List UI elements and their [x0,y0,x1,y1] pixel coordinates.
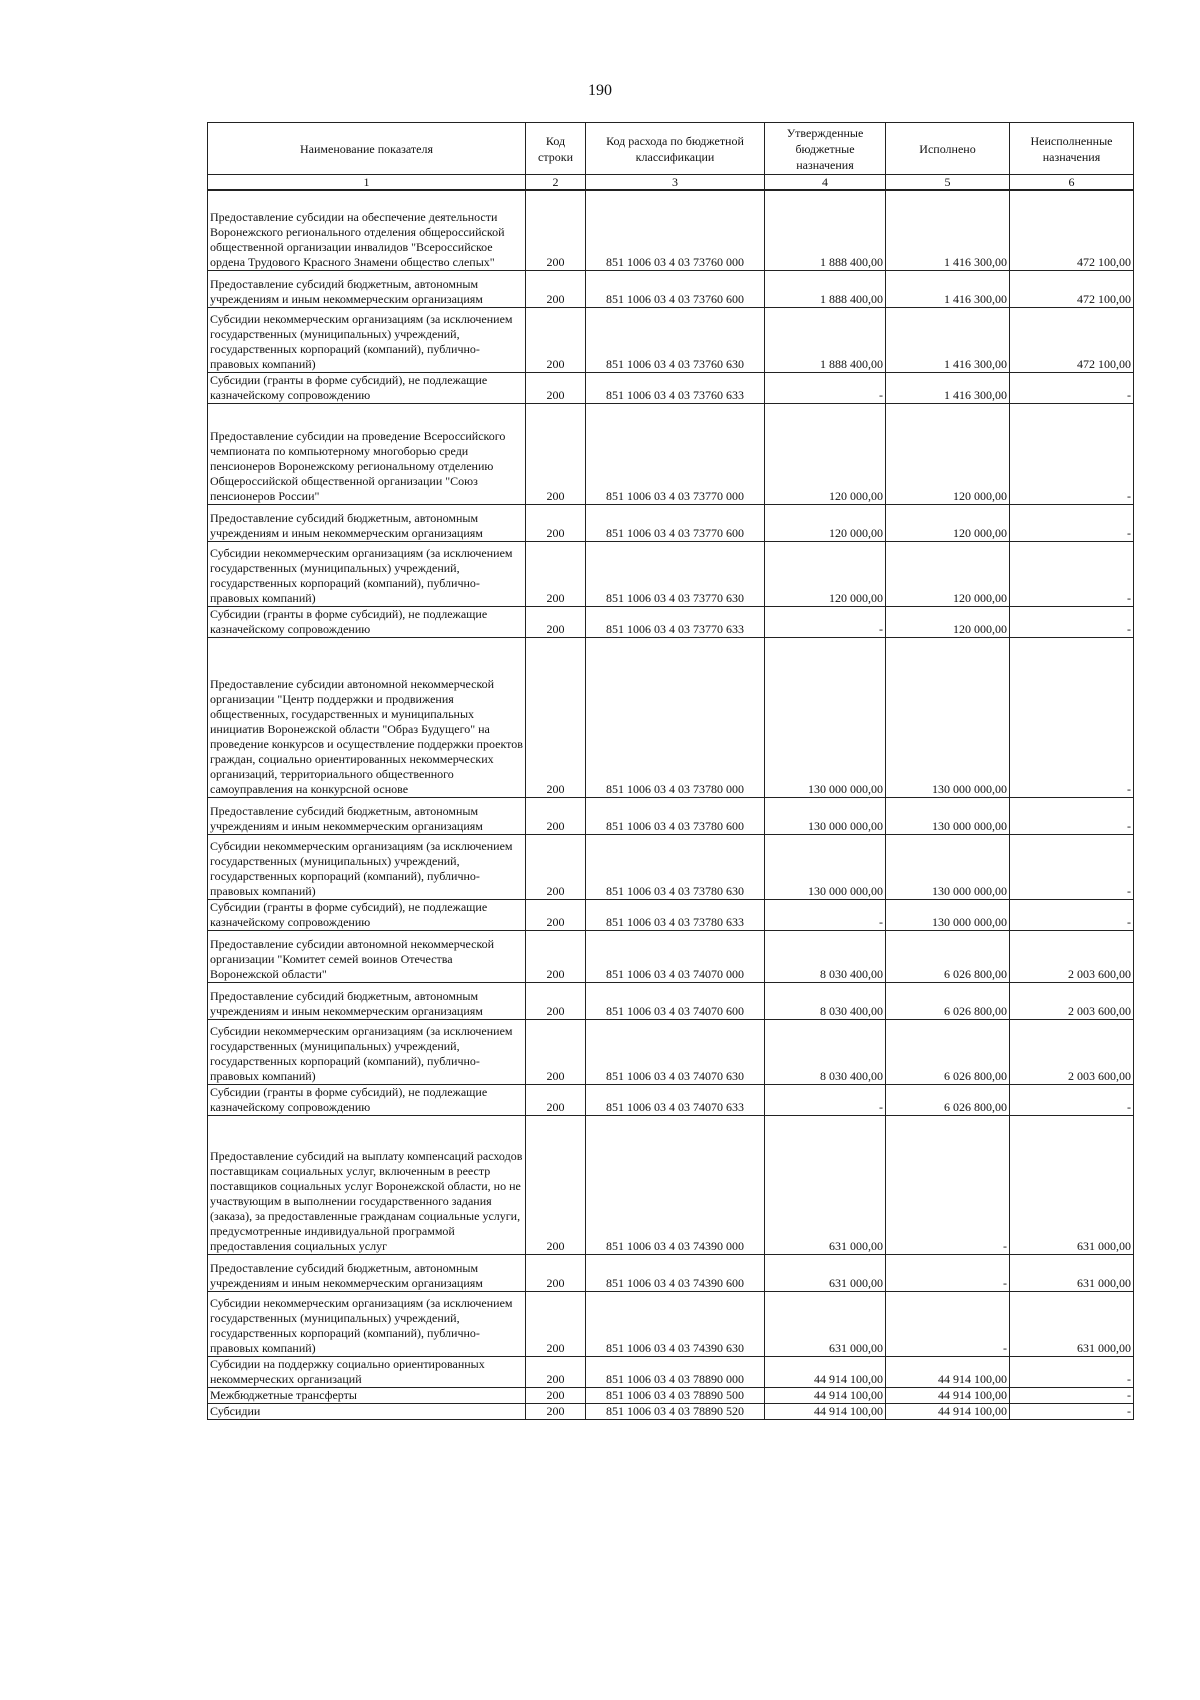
row-budget-code: 851 1006 03 4 03 78890 520 [586,1403,765,1419]
row-budget-code: 851 1006 03 4 03 73780 633 [586,899,765,930]
table-row [208,270,1134,307]
row-name: Предоставление субсидии на проведение Всероссийского чемпионата по компьютерному многоборью среди пенсионеров Воронежскому региональному отделению Общероссийской общественной организации "Союз пенсионеров России" [208,403,526,504]
row-unexecuted: 2 003 600,00 [1010,930,1134,982]
row-unexecuted: - [1010,1356,1134,1387]
row-line-code: 200 [526,190,586,270]
row-approved: 631 000,00 [765,1254,886,1291]
row-name: Предоставление субсидий на выплату компенсаций расходов поставщикам социальных услуг, включенным в реестр поставщиков социальных услуг Воронежской области, но не участвующим в выполнении государственного задания (заказа), за предоставленные гражданам социальные услуги, предусмотренные индивидуальной программой предоставления социальных услуг [208,1115,526,1254]
row-unexecuted: 631 000,00 [1010,1115,1134,1254]
table-row [208,1115,1134,1254]
row-line-code: 200 [526,982,586,1019]
row-budget-code: 851 1006 03 4 03 73770 000 [586,403,765,504]
row-approved: 120 000,00 [765,504,886,541]
row-name: Субсидии (гранты в форме субсидий), не подлежащие казначейскому сопровождению [208,899,526,930]
row-approved: 631 000,00 [765,1291,886,1356]
row-executed: 120 000,00 [886,403,1010,504]
row-unexecuted: 472 100,00 [1010,307,1134,372]
row-name: Предоставление субсидии на обеспечение деятельности Воронежского регионального отделения общероссийской общественной организации инвалидов "Всероссийское ордена Трудового Красного Знамени общество слепых" [208,190,526,270]
row-unexecuted: - [1010,606,1134,637]
table-row [208,797,1134,834]
row-line-code: 200 [526,899,586,930]
row-line-code: 200 [526,1084,586,1115]
row-budget-code: 851 1006 03 4 03 73780 600 [586,797,765,834]
row-line-code: 200 [526,372,586,403]
row-budget-code: 851 1006 03 4 03 74390 600 [586,1254,765,1291]
column-number: 3 [586,175,765,191]
row-name: Предоставление субсидий бюджетным, автономным учреждениям и иным некоммерческим организациям [208,797,526,834]
row-name: Субсидии [208,1403,526,1419]
row-approved: - [765,372,886,403]
row-approved: - [765,899,886,930]
page-number: 190 [588,82,612,99]
row-budget-code: 851 1006 03 4 03 74070 000 [586,930,765,982]
row-line-code: 200 [526,504,586,541]
row-name: Субсидии некоммерческим организациям (за исключением государственных (муниципальных) учреждений, государственных корпораций (компаний), публично-правовых компаний) [208,541,526,606]
row-unexecuted: 631 000,00 [1010,1254,1134,1291]
row-name: Предоставление субсидии автономной некоммерческой организации "Центр поддержки и продвижения общественных, государственных и муниципальных инициатив Воронежской области "Образ Будущего" на проведение конкурсов и осуществление поддержки проектов граждан, социально ориентированных некоммерческих организаций, территориального общественного самоуправления на конкурсной основе [208,637,526,797]
row-approved: 130 000 000,00 [765,637,886,797]
header-line-code: Код строки [526,123,586,175]
row-unexecuted: - [1010,1387,1134,1403]
row-executed: 120 000,00 [886,541,1010,606]
row-executed: 44 914 100,00 [886,1403,1010,1419]
row-executed: 1 416 300,00 [886,372,1010,403]
row-name: Субсидии некоммерческим организациям (за исключением государственных (муниципальных) учреждений, государственных корпораций (компаний), публично-правовых компаний) [208,1019,526,1084]
row-unexecuted: 2 003 600,00 [1010,982,1134,1019]
row-approved: 120 000,00 [765,541,886,606]
table-row [208,1403,1134,1419]
table-row [208,834,1134,899]
table-row [208,190,1134,270]
row-executed: 6 026 800,00 [886,982,1010,1019]
row-name: Предоставление субсидий бюджетным, автономным учреждениям и иным некоммерческим организациям [208,982,526,1019]
row-line-code: 200 [526,797,586,834]
row-executed: 130 000 000,00 [886,899,1010,930]
row-line-code: 200 [526,1254,586,1291]
row-executed: 1 416 300,00 [886,270,1010,307]
table-row [208,504,1134,541]
row-approved: 44 914 100,00 [765,1356,886,1387]
row-line-code: 200 [526,403,586,504]
table-row [208,637,1134,797]
row-name: Субсидии некоммерческим организациям (за исключением государственных (муниципальных) учреждений, государственных корпораций (компаний), публично-правовых компаний) [208,834,526,899]
row-executed: 130 000 000,00 [886,797,1010,834]
table-row [208,1019,1134,1084]
row-approved: 44 914 100,00 [765,1403,886,1419]
row-approved: 1 888 400,00 [765,270,886,307]
row-approved: 8 030 400,00 [765,982,886,1019]
header-name: Наименование показателя [208,123,526,175]
row-line-code: 200 [526,1019,586,1084]
row-executed: 1 416 300,00 [886,307,1010,372]
row-budget-code: 851 1006 03 4 03 73770 633 [586,606,765,637]
row-approved: 1 888 400,00 [765,307,886,372]
row-executed: 6 026 800,00 [886,1084,1010,1115]
row-budget-code: 851 1006 03 4 03 73760 633 [586,372,765,403]
row-approved: 120 000,00 [765,403,886,504]
row-approved: 8 030 400,00 [765,1019,886,1084]
row-name: Предоставление субсидий бюджетным, автономным учреждениям и иным некоммерческим организациям [208,1254,526,1291]
row-unexecuted: - [1010,834,1134,899]
row-line-code: 200 [526,1356,586,1387]
row-approved: 8 030 400,00 [765,930,886,982]
row-unexecuted: - [1010,1403,1134,1419]
row-budget-code: 851 1006 03 4 03 73760 630 [586,307,765,372]
row-executed: 44 914 100,00 [886,1356,1010,1387]
row-budget-code: 851 1006 03 4 03 73770 600 [586,504,765,541]
table-row [208,1254,1134,1291]
row-unexecuted: - [1010,1084,1134,1115]
row-unexecuted: 631 000,00 [1010,1291,1134,1356]
row-line-code: 200 [526,1115,586,1254]
header-unexecuted: Неисполненные назначения [1010,123,1134,175]
row-budget-code: 851 1006 03 4 03 74390 000 [586,1115,765,1254]
row-unexecuted: 2 003 600,00 [1010,1019,1134,1084]
column-number: 2 [526,175,586,191]
row-unexecuted: - [1010,899,1134,930]
row-approved: 1 888 400,00 [765,190,886,270]
header-executed: Исполнено [886,123,1010,175]
row-name: Предоставление субсидий бюджетным, автономным учреждениям и иным некоммерческим организациям [208,270,526,307]
table-body [208,190,1134,1419]
row-executed: 130 000 000,00 [886,834,1010,899]
row-name: Субсидии некоммерческим организациям (за исключением государственных (муниципальных) учреждений, государственных корпораций (компаний), публично-правовых компаний) [208,307,526,372]
row-budget-code: 851 1006 03 4 03 78890 000 [586,1356,765,1387]
row-name: Предоставление субсидий бюджетным, автономным учреждениям и иным некоммерческим организациям [208,504,526,541]
row-unexecuted: - [1010,372,1134,403]
table-row [208,1356,1134,1387]
column-number: 5 [886,175,1010,191]
row-name: Субсидии некоммерческим организациям (за исключением государственных (муниципальных) учреждений, государственных корпораций (компаний), публично-правовых компаний) [208,1291,526,1356]
row-unexecuted: - [1010,637,1134,797]
row-unexecuted: - [1010,797,1134,834]
row-unexecuted: - [1010,541,1134,606]
row-unexecuted: 472 100,00 [1010,270,1134,307]
row-budget-code: 851 1006 03 4 03 78890 500 [586,1387,765,1403]
row-name: Предоставление субсидии автономной некоммерческой организации "Комитет семей воинов Отечества Воронежской области" [208,930,526,982]
column-number-row [208,175,1134,191]
row-line-code: 200 [526,270,586,307]
row-line-code: 200 [526,1403,586,1419]
header-approved: Утвержденные бюджетные назначения [765,123,886,175]
table-row [208,1387,1134,1403]
row-unexecuted: 472 100,00 [1010,190,1134,270]
row-executed: 1 416 300,00 [886,190,1010,270]
row-line-code: 200 [526,1387,586,1403]
row-executed: 6 026 800,00 [886,930,1010,982]
row-budget-code: 851 1006 03 4 03 73770 630 [586,541,765,606]
row-approved: 631 000,00 [765,1115,886,1254]
row-budget-code: 851 1006 03 4 03 74390 630 [586,1291,765,1356]
row-executed: - [886,1291,1010,1356]
row-budget-code: 851 1006 03 4 03 73780 000 [586,637,765,797]
row-executed: 120 000,00 [886,606,1010,637]
row-executed: 44 914 100,00 [886,1387,1010,1403]
row-budget-code: 851 1006 03 4 03 74070 630 [586,1019,765,1084]
row-approved: 130 000 000,00 [765,834,886,899]
row-approved: - [765,606,886,637]
row-executed: - [886,1115,1010,1254]
row-budget-code: 851 1006 03 4 03 74070 633 [586,1084,765,1115]
row-name: Субсидии на поддержку социально ориентированных некоммерческих организаций [208,1356,526,1387]
table-row [208,1291,1134,1356]
column-number: 4 [765,175,886,191]
row-name: Межбюджетные трансферты [208,1387,526,1403]
table-row [208,899,1134,930]
row-budget-code: 851 1006 03 4 03 73780 630 [586,834,765,899]
header-budget-code: Код расхода по бюджетной классификации [586,123,765,175]
table-row [208,307,1134,372]
row-name: Субсидии (гранты в форме субсидий), не подлежащие казначейскому сопровождению [208,606,526,637]
row-line-code: 200 [526,930,586,982]
row-line-code: 200 [526,606,586,637]
row-line-code: 200 [526,637,586,797]
row-executed: 130 000 000,00 [886,637,1010,797]
row-budget-code: 851 1006 03 4 03 74070 600 [586,982,765,1019]
row-name: Субсидии (гранты в форме субсидий), не подлежащие казначейскому сопровождению [208,1084,526,1115]
table-row [208,606,1134,637]
row-executed: - [886,1254,1010,1291]
table-row [208,1084,1134,1115]
header-row [208,123,1134,175]
row-line-code: 200 [526,1291,586,1356]
row-unexecuted: - [1010,403,1134,504]
row-line-code: 200 [526,307,586,372]
table-row [208,541,1134,606]
row-approved: - [765,1084,886,1115]
table-row [208,982,1134,1019]
table-row [208,403,1134,504]
column-number: 1 [208,175,526,191]
row-budget-code: 851 1006 03 4 03 73760 600 [586,270,765,307]
row-executed: 120 000,00 [886,504,1010,541]
table-row [208,372,1134,403]
row-approved: 130 000 000,00 [765,797,886,834]
budget-execution-table [207,122,1134,1420]
row-approved: 44 914 100,00 [765,1387,886,1403]
column-number: 6 [1010,175,1134,191]
table-row [208,930,1134,982]
row-line-code: 200 [526,834,586,899]
row-unexecuted: - [1010,504,1134,541]
row-executed: 6 026 800,00 [886,1019,1010,1084]
row-line-code: 200 [526,541,586,606]
row-budget-code: 851 1006 03 4 03 73760 000 [586,190,765,270]
row-name: Субсидии (гранты в форме субсидий), не подлежащие казначейскому сопровождению [208,372,526,403]
